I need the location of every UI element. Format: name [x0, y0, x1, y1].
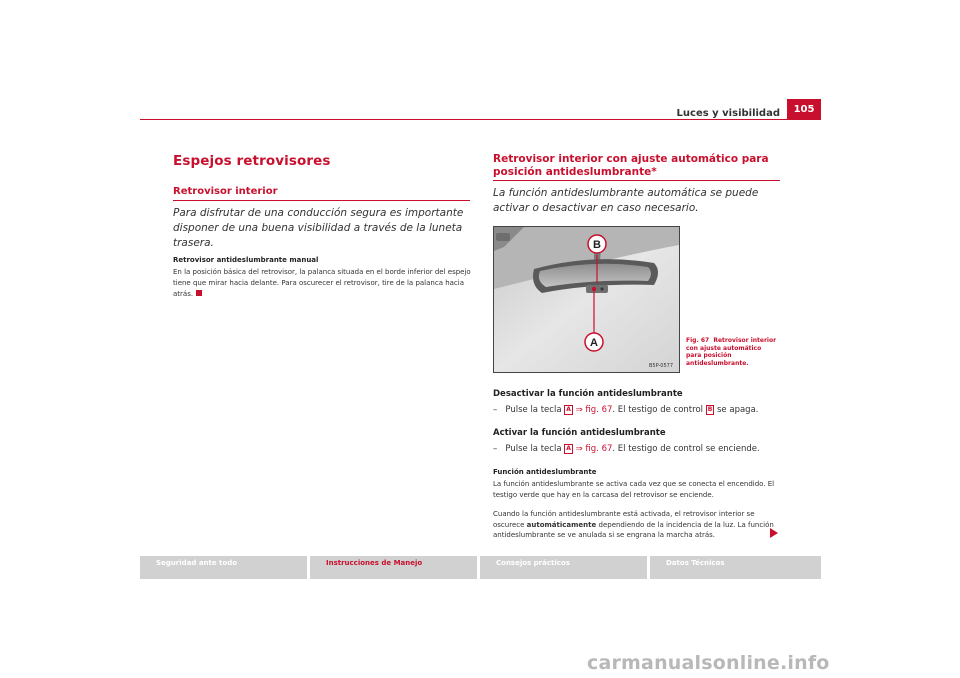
callout-b-label: B [593, 239, 601, 251]
figure-caption-number: Fig. 67 [686, 337, 710, 344]
end-of-section-marker [196, 290, 202, 296]
page-number: 105 [787, 99, 821, 119]
header-rule [140, 119, 821, 120]
section-title: Espejos retrovisores [173, 153, 331, 169]
activate-heading: Activar la función antideslumbrante [493, 428, 666, 438]
footer-tab-operating-instructions[interactable]: Instrucciones de Manejo [310, 556, 477, 579]
manual-heading: Retrovisor antideslumbrante manual [173, 256, 319, 264]
step-text-mid: . El testigo de control [612, 405, 704, 415]
function-p2-bold: automáticamente [526, 520, 597, 529]
step-text-pre: Pulse la tecla [505, 405, 562, 415]
continue-arrow-icon [770, 528, 778, 538]
figure-caption-text: Retrovisor interior con ajuste automático para posición antideslumbrante. [686, 337, 777, 367]
watermark: carmanualsonline.info [587, 652, 830, 674]
figure-rearview-mirror [493, 226, 680, 373]
figure-reference-link[interactable]: ⇒ fig. 67 [575, 405, 613, 415]
key-a-badge: A [566, 406, 571, 413]
activate-step [493, 444, 760, 454]
deactivate-heading: Desactivar la función antideslumbrante [493, 389, 683, 399]
step-dash: – [493, 405, 498, 415]
subsection-title: Retrovisor interior [173, 186, 278, 197]
figure-reference-link[interactable]: ⇒ fig. 67 [575, 444, 613, 454]
deactivate-step [493, 405, 758, 415]
manual-text-body: En la posición básica del retrovisor, la palanca situada en el borde inferior del espejo tiene que mirar hacia delante. Para oscurecer el retrovisor, tire de la palanca hacia atrás. [173, 268, 471, 298]
subsection-rule [173, 200, 470, 201]
step-dash: – [493, 444, 498, 454]
key-a-badge: A [566, 445, 571, 452]
footer-tab-practical-tips[interactable]: Consejos prácticos [480, 556, 647, 579]
intro-text: Para disfrutar de una conducción segura es importante disponer de una buena visibilidad a través de la luneta trasera. [173, 207, 464, 249]
function-p2-pre: Cuando la función antideslumbrante está activada, el retrovisor interior se oscurece [493, 510, 755, 529]
function-paragraph-1: La función antideslumbrante se activa cada vez que se conecta el encendido. El testigo verde que hay en la carcasa del retrovisor se enciende. [493, 480, 775, 499]
figure-code: B5P-0577 [648, 363, 673, 369]
function-p2-post: dependiendo de la incidencia de la luz. La función antideslumbrante se ve anulada si se engrana la marcha atrás. [493, 520, 774, 539]
step-text-post: . El testigo de control se enciende. [612, 444, 760, 454]
function-paragraph-2 [493, 509, 783, 541]
footer-tab-safety[interactable]: Seguridad ante todo [140, 556, 307, 579]
running-header-title: Luces y visibilidad [676, 108, 780, 119]
key-b-badge: B [707, 406, 713, 413]
step-text-post: se apaga. [717, 405, 759, 415]
mirror-illustration [494, 227, 679, 372]
auto-mirror-rule [493, 180, 780, 181]
step-text-pre: Pulse la tecla [505, 444, 562, 454]
auto-mirror-intro: La función antideslumbrante automática se puede activar o desactivar en caso necesario. [493, 187, 759, 214]
function-heading: Función antideslumbrante [493, 468, 597, 476]
auto-mirror-title: Retrovisor interior con ajuste automático para posición antideslumbrante* [493, 153, 769, 178]
figure-caption [686, 337, 778, 367]
footer-tab-technical-data[interactable]: Datos Técnicos [650, 556, 821, 579]
callout-a-label: A [590, 337, 598, 349]
manual-text [173, 267, 473, 300]
